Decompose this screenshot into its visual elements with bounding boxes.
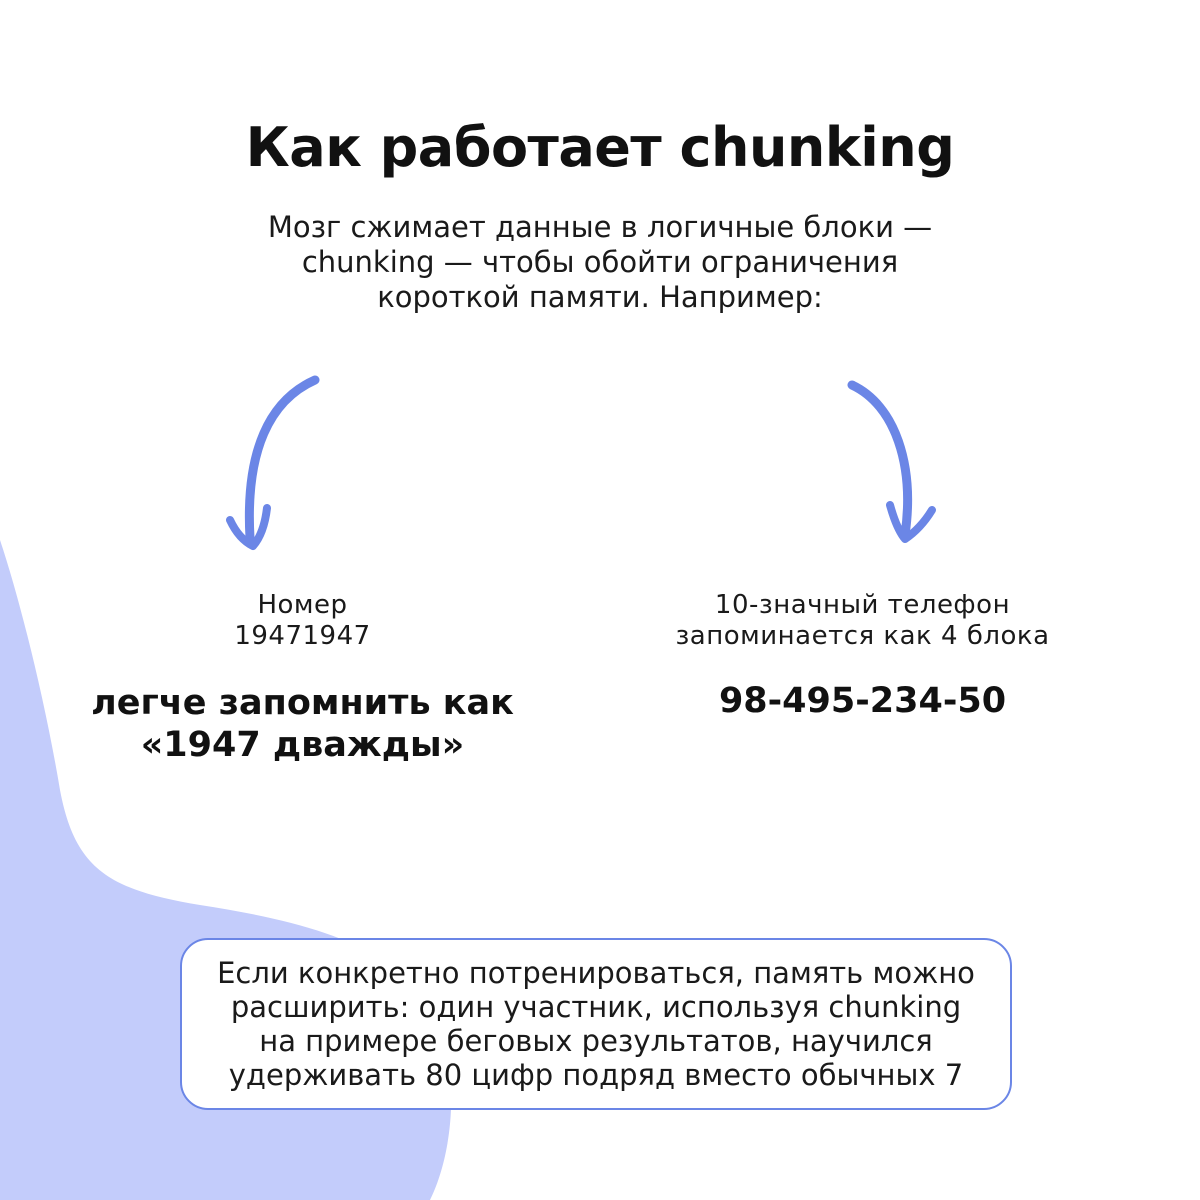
right-caption-line: запоминается как 4 блока	[675, 621, 1050, 651]
left-highlight-line: легче запомнить как	[91, 683, 514, 723]
left-example	[40, 590, 565, 766]
left-highlight-line: «1947 дважды»	[140, 725, 465, 765]
intro-text	[240, 210, 960, 315]
intro-line: Мозг сжимает данные в логичные блоки —	[267, 210, 933, 244]
right-example	[600, 590, 1125, 722]
note-line: Если конкретно потренироваться, память можно	[217, 956, 975, 990]
phone-number-chunked: 98-495-234-50	[718, 681, 1007, 721]
right-caption-line: 10-значный телефон	[714, 590, 1011, 620]
intro-line: chunking — чтобы обойти ограничения	[301, 245, 899, 279]
left-caption-line: 19471947	[234, 621, 371, 651]
curved-arrow-down-right-icon	[840, 375, 955, 560]
note-line: расширить: один участник, используя chunking	[230, 990, 962, 1024]
intro-line: короткой памяти. Например:	[377, 280, 823, 314]
left-caption-line: Номер	[257, 590, 348, 620]
curved-arrow-down-left-icon	[215, 370, 330, 560]
note-box	[180, 938, 1012, 1110]
page-title: Как работает chunking	[245, 116, 955, 179]
note-line: на примере беговых результатов, научился	[259, 1024, 933, 1058]
note-line: удерживать 80 цифр подряд вместо обычных 7	[228, 1058, 964, 1092]
